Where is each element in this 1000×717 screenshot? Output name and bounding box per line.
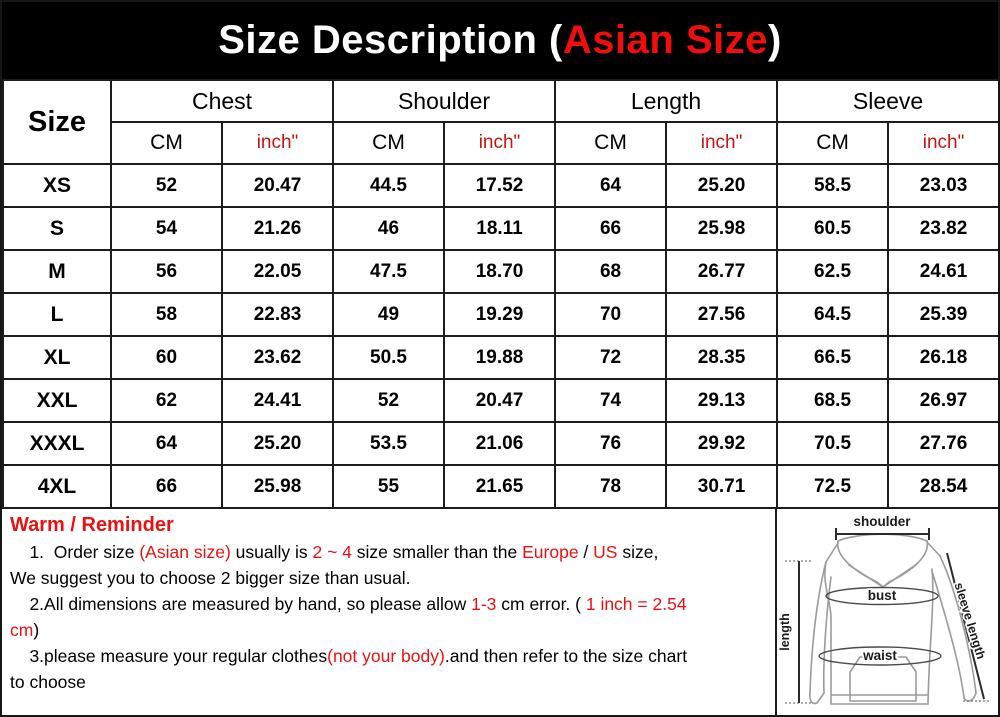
measurement-cell: 18.70: [444, 250, 555, 293]
measurement-cell: 22.83: [222, 293, 333, 336]
shoulder-label: shoulder: [853, 514, 911, 529]
measurement-cell: 60.5: [777, 207, 888, 250]
note-segment-red: (not your body): [327, 646, 445, 666]
notes-heading: Warm / Reminder: [10, 514, 174, 536]
measurement-cell: 49: [333, 293, 444, 336]
table-row: [3, 379, 999, 422]
note-segment: size,: [617, 542, 659, 562]
measurement-diagram: [777, 509, 998, 715]
column-header-sleeve: Sleeve: [777, 80, 999, 122]
hoodie-diagram-svg: [777, 509, 998, 715]
measurement-cell: 21.26: [222, 207, 333, 250]
note-segment: 2.All dimensions are measured by hand, so please allow: [10, 594, 472, 614]
measurement-cell: 70.5: [777, 422, 888, 465]
measurement-cell: 25.98: [222, 465, 333, 508]
note-segment: cm error. (: [496, 594, 586, 614]
unit-header-inch: inch": [222, 122, 333, 164]
measurement-cell: 25.20: [666, 164, 777, 207]
hoodie-outline: [810, 534, 976, 704]
measurement-cell: 74: [555, 379, 666, 422]
note-segment: ): [33, 620, 40, 640]
measurement-cell: 23.82: [888, 207, 999, 250]
unit-header-cm: CM: [333, 122, 444, 164]
measurement-cell: 25.39: [888, 293, 999, 336]
row-size-label: XXL: [3, 379, 111, 422]
note-segment: usually is: [230, 542, 313, 562]
measurement-cell: 30.71: [666, 465, 777, 508]
measurement-cell: 62: [111, 379, 222, 422]
measurement-cell: 66: [555, 207, 666, 250]
note-segment: 3.please measure your regular clothes: [10, 646, 328, 666]
measurement-cell: 78: [555, 465, 666, 508]
bottom-section: [2, 509, 998, 715]
measurement-cell: 20.47: [222, 164, 333, 207]
column-header-shoulder: Shoulder: [333, 80, 555, 122]
page-title: [218, 18, 782, 63]
note-segment: size smaller than the: [351, 542, 523, 562]
row-size-label: M: [3, 250, 111, 293]
table-row: [3, 164, 999, 207]
row-size-label: 4XL: [3, 465, 111, 508]
measurement-cell: 24.41: [222, 379, 333, 422]
length-label: length: [778, 613, 792, 651]
table-unit-header-row: [3, 122, 999, 164]
row-size-label: XL: [3, 336, 111, 379]
measurement-cell: 23.03: [888, 164, 999, 207]
measurement-cell: 27.56: [666, 293, 777, 336]
measurement-cell: 60: [111, 336, 222, 379]
row-size-label: XXXL: [3, 422, 111, 465]
measurement-cell: 52: [333, 379, 444, 422]
measurement-cell: 19.29: [444, 293, 555, 336]
measurement-cell: 19.88: [444, 336, 555, 379]
measurement-cell: 64.5: [777, 293, 888, 336]
note-line: [10, 591, 767, 617]
measurement-cell: 29.92: [666, 422, 777, 465]
column-header-chest: Chest: [111, 80, 333, 122]
sleeve-length-label: sleeve length: [951, 580, 989, 661]
row-size-label: S: [3, 207, 111, 250]
note-segment-red: Europe: [522, 542, 579, 562]
title-prefix: Size Description (: [218, 18, 563, 62]
measurement-cell: 76: [555, 422, 666, 465]
unit-header-cm: CM: [555, 122, 666, 164]
note-line: [10, 565, 767, 591]
note-line: [10, 539, 767, 565]
note-segment: 1. Order size: [10, 542, 140, 562]
measurement-cell: 28.54: [888, 465, 999, 508]
measurement-cell: 25.20: [222, 422, 333, 465]
measurement-cell: 66.5: [777, 336, 888, 379]
measurement-cell: 53.5: [333, 422, 444, 465]
row-size-label: XS: [3, 164, 111, 207]
table-row: [3, 250, 999, 293]
measurement-cell: 72.5: [777, 465, 888, 508]
note-segment-red: US: [593, 542, 618, 562]
unit-header-inch: inch": [666, 122, 777, 164]
measurement-cell: 64: [111, 422, 222, 465]
note-segment: .and then refer to the size chart: [444, 646, 688, 666]
table-row: [3, 422, 999, 465]
waist-label: waist: [863, 648, 897, 663]
measurement-cell: 52: [111, 164, 222, 207]
unit-header-inch: inch": [888, 122, 999, 164]
size-column-header: Size: [3, 80, 111, 164]
measurement-cell: 23.62: [222, 336, 333, 379]
size-table-body: [3, 164, 999, 508]
measurement-cell: 56: [111, 250, 222, 293]
measurement-cell: 55: [333, 465, 444, 508]
table-row: [3, 293, 999, 336]
title-highlight: Asian Size: [562, 18, 768, 62]
measurement-cell: 26.77: [666, 250, 777, 293]
note-line: [10, 669, 767, 695]
notes-panel: [2, 509, 777, 715]
measurement-cell: 25.98: [666, 207, 777, 250]
measurement-cell: 24.61: [888, 250, 999, 293]
measurement-cell: 18.11: [444, 207, 555, 250]
measurement-cell: 22.05: [222, 250, 333, 293]
row-size-label: L: [3, 293, 111, 336]
column-header-length: Length: [555, 80, 777, 122]
note-segment: We suggest you to choose 2 bigger size than usual.: [10, 568, 411, 588]
note-segment-red: 1 inch = 2.54: [585, 594, 687, 614]
note-segment-red: (Asian size): [139, 542, 231, 562]
measurement-cell: 72: [555, 336, 666, 379]
title-suffix: ): [767, 18, 782, 62]
measurement-cell: 27.76: [888, 422, 999, 465]
title-bar: [2, 2, 998, 79]
unit-header-cm: CM: [111, 122, 222, 164]
notes-lines: [10, 539, 767, 695]
size-table: [2, 79, 1000, 509]
measurement-cell: 44.5: [333, 164, 444, 207]
measurement-cell: 50.5: [333, 336, 444, 379]
measurement-cell: 54: [111, 207, 222, 250]
measurement-cell: 46: [333, 207, 444, 250]
table-group-header-row: [3, 80, 999, 122]
note-segment-red: cm: [10, 620, 34, 640]
measurement-cell: 28.35: [666, 336, 777, 379]
measurement-cell: 21.65: [444, 465, 555, 508]
note-segment: to choose: [10, 672, 86, 692]
unit-header-inch: inch": [444, 122, 555, 164]
diagram-labels: [778, 514, 988, 663]
measurement-cell: 47.5: [333, 250, 444, 293]
measurement-cell: 68.5: [777, 379, 888, 422]
measurement-cell: 17.52: [444, 164, 555, 207]
note-segment-red: 1-3: [471, 594, 497, 614]
measurement-cell: 58: [111, 293, 222, 336]
note-line: [10, 643, 767, 669]
measurement-cell: 70: [555, 293, 666, 336]
measurement-cell: 66: [111, 465, 222, 508]
measurement-cell: 62.5: [777, 250, 888, 293]
measurement-cell: 26.18: [888, 336, 999, 379]
table-row: [3, 207, 999, 250]
table-row: [3, 465, 999, 508]
note-line: [10, 617, 767, 643]
measurement-cell: 64: [555, 164, 666, 207]
measurement-cell: 21.06: [444, 422, 555, 465]
unit-header-cm: CM: [777, 122, 888, 164]
measurement-cell: 58.5: [777, 164, 888, 207]
table-row: [3, 336, 999, 379]
note-segment: /: [578, 542, 594, 562]
measurement-cell: 29.13: [666, 379, 777, 422]
bust-label: bust: [867, 588, 897, 603]
measurement-cell: 68: [555, 250, 666, 293]
measurement-cell: 26.97: [888, 379, 999, 422]
note-segment-red: 2 ~ 4: [312, 542, 352, 562]
measurement-cell: 20.47: [444, 379, 555, 422]
